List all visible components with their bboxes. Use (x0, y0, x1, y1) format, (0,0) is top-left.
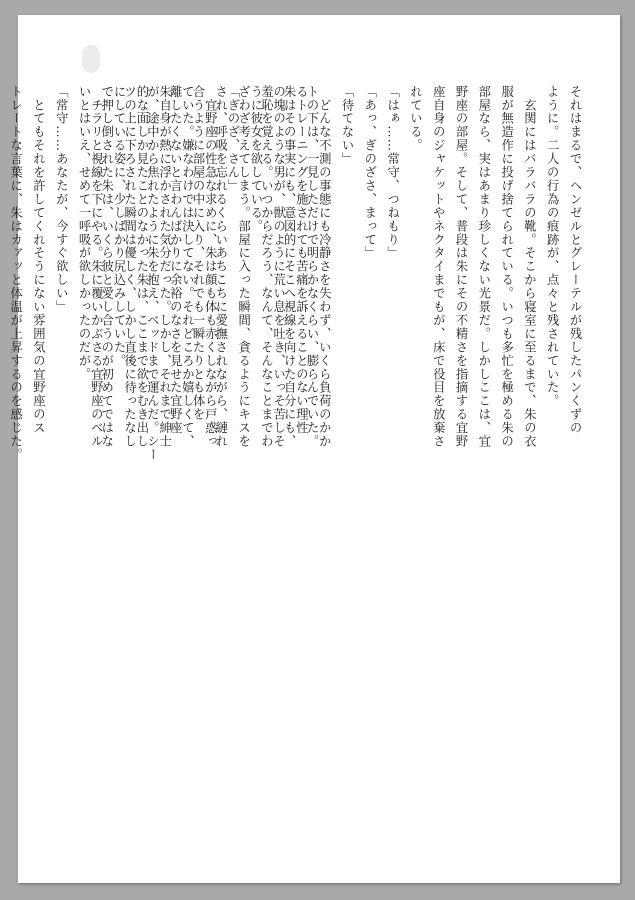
page-corner-mark (82, 45, 100, 73)
text-line: 離したくないと言わんばかりに余裕のなさを見せた宜野座 (168, 85, 183, 435)
text-line: の塊のような男が、獣のように荒い息を吐き、いっそ苦しそ (271, 85, 286, 449)
text-line: ていた。嫌なわけでは決してない。それどころか嬉しくて、 (180, 85, 195, 449)
text-line: トレートな言葉に、朱はカァッと体温が上昇するのを感じた。 (8, 85, 23, 462)
text-line: が、途中から焦れたように朱を抱え、ベッドまで運んだ。シー (145, 85, 160, 462)
text-line: 羞恥を覚える。いつからだろう、なんて、そんなことまでわ (259, 85, 274, 449)
text-line: れている。 (408, 85, 423, 153)
text-line: 「はぁ……常守、つねもり」 (385, 85, 400, 260)
text-line: 「ぎのざ、さん」 (226, 85, 241, 193)
text-line: 座自身のジャケットやネクタイまでもが、床で役目を放棄さ (431, 85, 446, 449)
text-line: チラリと視線を下にやる。朱に覆いかぶさる宜野座のベル (89, 85, 104, 449)
text-line: で押し倒された朱は、いくら彼と愛し合うのが初めてではな (99, 85, 114, 449)
text-line: にしている姿に、少しばかり尻込みしていた。 (112, 85, 127, 368)
text-line: 服が無造作に投げ捨てられている。いつも多忙を極める朱の (499, 85, 514, 449)
text-line: ツの上に下ろされた瞬間は優しく、しかし直後に待ったなし (122, 85, 137, 449)
text-line: 朱はその事実にも、意図的にそこへ視線を向けた自分にも、 (282, 85, 297, 449)
text-line: 合うように部屋の中に入り、それでも一瞬たりとも体を (191, 85, 206, 422)
text-line: され、呼吸を忘れるくらいあちこちに愛撫されながら、縺れ (213, 85, 228, 449)
text-line: どんな不測の事態にも冷静さを失わず、いくら負荷のかか (317, 85, 332, 449)
manuscript-page (8, 15, 620, 883)
text-line: いとはいえ、せめて一呼吸が欲しかったのだが。 (77, 85, 92, 381)
text-line: 的な面しか見たことのなかった朱は、ここまで欲をむき出し (134, 85, 149, 449)
text-block-left (8, 85, 323, 463)
text-line: 「あっ、ぎのざさ、まって」 (362, 85, 377, 260)
text-line: それはまるで、ヘンゼルとグレーテルが残したパンくずの (568, 85, 582, 435)
text-line: ように。二人の行為の痕跡が、点々と残されていた。 (545, 85, 560, 408)
text-line: とてもそれを許してくれそうにない雰囲気の宜野座のス (31, 85, 46, 435)
text-line: 「常守……あなたが、今すぐ欲しい」 (54, 85, 69, 314)
text-line: 朱自身が熱に浮かされた気分だった。しかし、それまで紳士 (157, 85, 172, 449)
text-line (0, 85, 4, 463)
text-line: 玄関にはバラバラの靴。そこから寝室に至るまで、朱の衣 (522, 85, 537, 449)
text-line: るトレーニングを施されても苦痛を訴えることのない理性 (294, 85, 309, 435)
text-line: 部屋なら、実はあまり珍しくない光景だ。しかしここは、宜 (476, 85, 491, 449)
text-line: うに彼女を欲している。 (248, 85, 263, 233)
text-line: トの下は、一見しただけで明らかなくらい、膨らんでいた。 (305, 85, 319, 449)
text-line: 宜野座の性急な求めに、朱は顔も体も赤くしながら戸惑っ (203, 85, 218, 449)
text-line: 「待てない」 (340, 85, 355, 166)
text-line: ざわざ考えてしまう。部屋に入った瞬間、貪るようにキスを (236, 85, 251, 449)
text-line: 野座の部屋。そして、普段は朱にその不精さを指摘する宜野 (454, 85, 469, 449)
